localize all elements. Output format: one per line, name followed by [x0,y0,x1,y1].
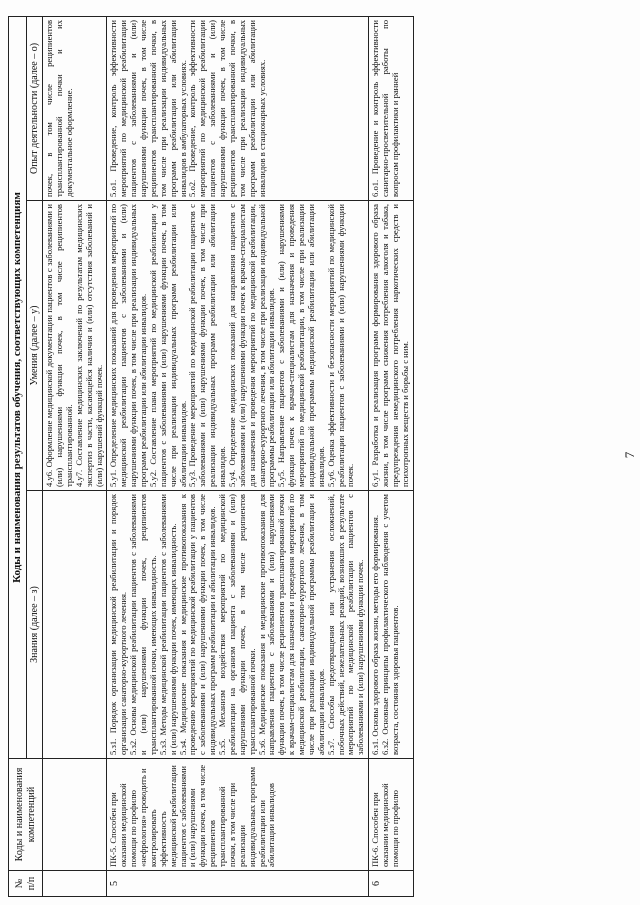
page-number: 7 [622,451,637,459]
header-code: Коды и наименования компетенций [9,759,43,871]
table-row-5 [107,16,369,896]
header-group: Коды и наименования результатов обучения, соответствующих компетенциям [9,16,27,758]
table-row-6 [369,16,414,896]
znat-item: 5.з1. Порядок организации медицинской реабилитации и порядок организации санаторно-курортного лечения. [108,494,129,755]
umet-item: 5.у4. Определение медицинских показаний для направления пациентов с заболеваниями и (или) нарушениями функции почек к врачам-специалистам для назначения и проведения мероприятий по медицинской реабилитации, санаторно-курортного лечения, в том числе при реализации индивидуальной программы реабилитации или абилитации инвалидов. [226,204,277,487]
row-number: 6 [369,871,414,897]
znat-item: 5.з4. Медицинские показания и медицинские противопоказания к проведению мероприятий по медицинской реабилитации у пациентов с заболеваниями и (или) нарушениями функции почек, в том числе индивидуальных программ реабилитации и абилитации инвалидов. [177,494,218,755]
opyt-item: 6.о1. Проведение и контроль эффективности санитарно-просветительной работы по вопросам профилактики и ранней [370,19,400,197]
znat-item: 6.з1. Основы здорового образа жизни, методы его формирования. [370,515,381,755]
header-opyt: Опыт деятельности (далее – о) [26,16,43,200]
umet-item: 5.у2. Составление плана мероприятий по медицинской реабилитации у пациентов с заболеваниями и (или) нарушениями функции почек, в том числе при реализации индивидуальных программ реабилитации или абилитации инвалидов. [147,204,188,487]
umet-cell [369,201,414,491]
table-row-continued [43,16,107,896]
prev-umet-cell [43,201,107,491]
opyt-item: 5.о2. Проведение, контроль эффективности мероприятий по медицинской реабилитации пациентов с заболеваниями и (или) нарушениями функции почек, в том числе реципиентов трансплантированной почки, в том числе при реализации индивидуальных программ реабилитации или абилитации инвалидов в стационарных условиях. [187,19,267,197]
umet-item: 5.у3. Проведение мероприятий по медицинской реабилитации пациентов с заболеваниями и (или) нарушениями функции почек, в том числе при реализации индивидуальных программ реабилитации или абилитации инвалидов. [187,204,228,487]
header-umet: Умения (далее – у) [26,201,43,491]
prev-umet-item: 4.у7. Составление медицинских заключений по результатам медицинских экспертиз в части, касающейся наличия и (или) отсутствия заболеваний и (или) нарушений функций почек. [73,204,104,487]
competencies-table [8,16,414,897]
header-num: № п/п [9,871,43,897]
opyt-item: 5.о1. Проведение, контроль эффективности мероприятий по медицинской реабилитации пациентов с заболеваниями и (или) нарушениями функции почек, в том числе реципиентов трансплантированной почки, в том числе при реализации индивидуальных программ реабилитации или абилитации инвалидов в амбулаторных условиях. [108,19,188,197]
prev-opyt-cell: почек, в том числе реципиентов трансплантированной почки и их документальное оформление. [43,16,107,200]
znat-item: 5.з6. Медицинские показания и медицинские противопоказания для направления пациентов с заболеваниями и (или) нарушениями функции почек, в том числе реципиентов трансплантированной почки к врачам-специалистам для назначения и проведения мероприятий по медицинской реабилитации, санаторно-курортного лечения, в том числе при реализации индивидуальной программы реабилитации и абилитации инвалидов. [256,494,326,755]
znat-cell [369,491,414,759]
prev-umet-item: 4.у6. Оформление медицинской документации пациентов с заболеваниями и (или) нарушениями функции почек, в том числе реципиентов трансплантированной. [44,204,74,487]
umet-item: 5.у1. Определение медицинских показаний для проведения мероприятий по медицинской реабилитации пациентов с заболеваниями и (или) нарушениями функции почек, в том числе при реализации индивидуальных программ реабилитации или абилитации инвалидов. [108,204,149,487]
znat-item: 5.з5. Механизм воздействия мероприятий по медицинской реабилитации на организм пациента с заболеваниями и (или) нарушениями функции почек, в том числе реципиентов трансплантированной почки. [217,494,257,755]
umet-item: 5.у6. Оценка эффективности и безопасности мероприятий по медицинской реабилитации пациентов с заболеваниями и (или) нарушениями функции почек. [325,204,356,487]
umet-item: 5.у5. Направление пациентов с заболеваниями и (или) нарушениями функции почек к врачам-специалистам для назначения и проведения мероприятий по медицинской реабилитации, в том числе при реализации индивидуальной программы медицинской реабилитации или абилитации инвалидов. [276,204,326,487]
header-znat: Знания (далее – з) [26,491,43,759]
znat-item: 6.з2. Основные принципы профилактического наблюдения с учетом возраста, состояния здоровья пациентов. [380,494,400,755]
znat-item: 5.з3. Методы медицинской реабилитации пациентов с заболеваниями и (или) нарушениями функции почек, имеющих инвалидность. [157,494,178,755]
znat-item: 5.з7. Способы предотвращения или устранения осложнений, побочных действий, нежелательных реакций, возникших в результате мероприятий по медицинской реабилитации пациентов с заболеваниями и (или) нарушениями функции почек. [325,494,366,755]
competency-code: ПК-6. Способен при оказании медицинской помощи по профилю [369,759,414,871]
umet-item: 6.у1. Разработка и реализация программ формирования здорового образа жизни, в том числе программ снижения потребления алкоголя и табака, предупреждения немедицинского потребления наркотических средств и психотропных веществ и борьбы с ним. [370,204,410,487]
header-row-1 [9,16,27,896]
competency-code: ПК-5. Способен при оказании медицинской помощи по профилю «нефрология» проводить и контролировать эффективность медицинской реабилитации пациентов с заболеваниями и (или) нарушениями функции почек, в том числе реципиентов трансплантированной почки, в том числе при реализации индивидуальных программ реабилитации или абилитации инвалидов [107,759,369,871]
row-number: 5 [107,871,369,897]
opyt-cell [369,16,414,200]
umet-cell [107,201,369,491]
opyt-cell [107,16,369,200]
znat-cell [107,491,369,759]
znat-item: 5.з2. Основы медицинской реабилитации пациентов с заболеваниями и (или) нарушениями функции почек, реципиентов трансплантированной почки, имеющих инвалидность. [128,494,158,755]
